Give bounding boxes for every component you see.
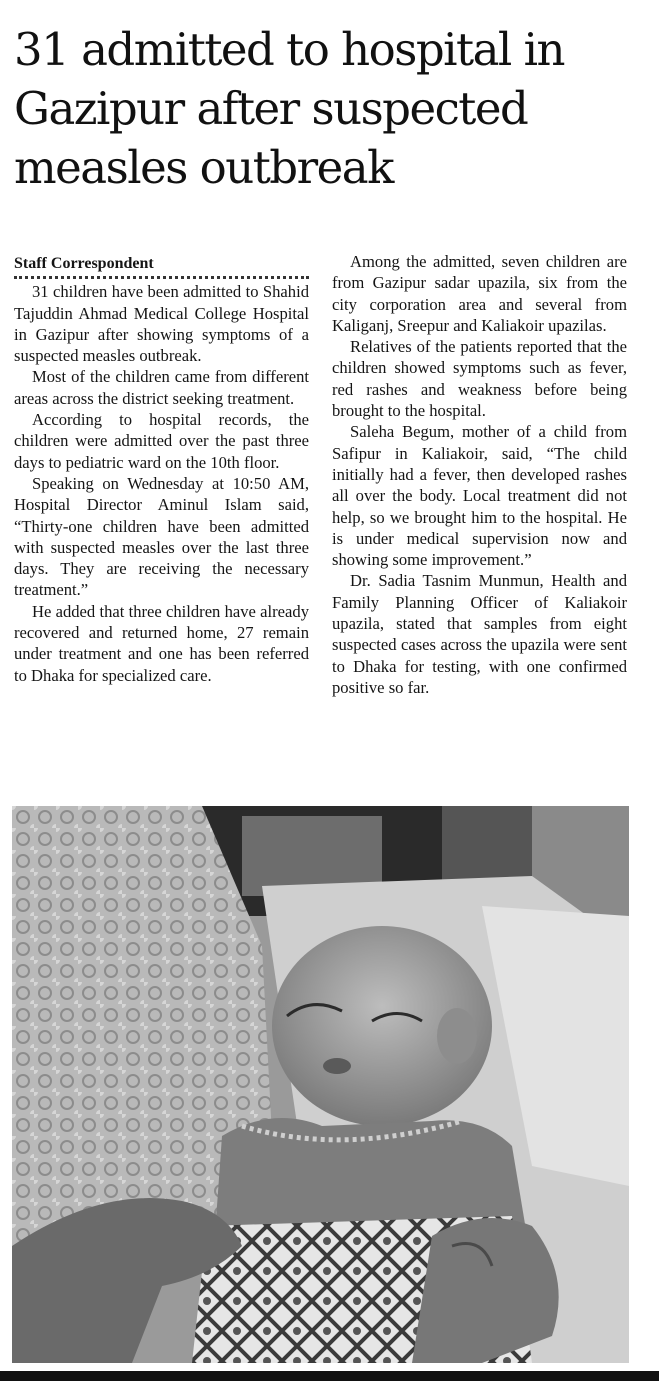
article-photo xyxy=(12,806,629,1363)
paragraph: Dr. Sadia Tasnim Munmun, Health and Family Planning Officer of Kaliakoir upazila, stated that samples from eight suspected cases across the upazila were sent to Dhaka for testing, with one confirmed positive so far. xyxy=(332,571,627,697)
paragraph: Saleha Begum, mother of a child from Safipur in Kaliakoir, said, “The child initially had a fever, then developed rashes all over the body. Local treatment did not help, so we brought him to the hospital. He is under medical supervision now and showing some improvement.” xyxy=(332,422,627,570)
paragraph: 31 children have been admitted to Shahid Tajuddin Ahmad Medical College Hospital in Gazipur after showing symptoms of a suspected measles outbreak. xyxy=(14,282,309,366)
headline: 31 admitted to hospital in Gazipur after suspected measles outbreak xyxy=(14,23,564,194)
article-column-left xyxy=(14,253,309,686)
paragraph: Relatives of the patients reported that the children showed symptoms such as fever, red rashes and weakness before being brought to the hospital. xyxy=(332,337,627,421)
paragraph: Speaking on Wednesday at 10:50 AM, Hospital Director Aminul Islam said, “Thirty-one children have been admitted with suspected measles over the last three days. They are receiving the necessary treatment.” xyxy=(14,473,309,600)
paragraph: Among the admitted, seven children are from Gazipur sadar upazila, six from the city corporation area and several from Kaliganj, Sreepur and Kaliakoir upazilas. xyxy=(332,252,627,335)
infant-photo-illustration xyxy=(12,806,629,1363)
paragraph: According to hospital records, the children were admitted over the past three days to pediatric ward on the 10th floor. xyxy=(14,410,309,472)
byline: Staff Correspondent xyxy=(14,253,309,279)
paragraph: Most of the children came from different areas across the district seeking treatment. xyxy=(14,367,309,408)
article-column-right xyxy=(332,251,627,698)
bottom-rule xyxy=(0,1371,659,1381)
paragraph: He added that three children have already recovered and returned home, 27 remain under treatment and one has been referred to Dhaka for specialized care. xyxy=(14,601,309,685)
